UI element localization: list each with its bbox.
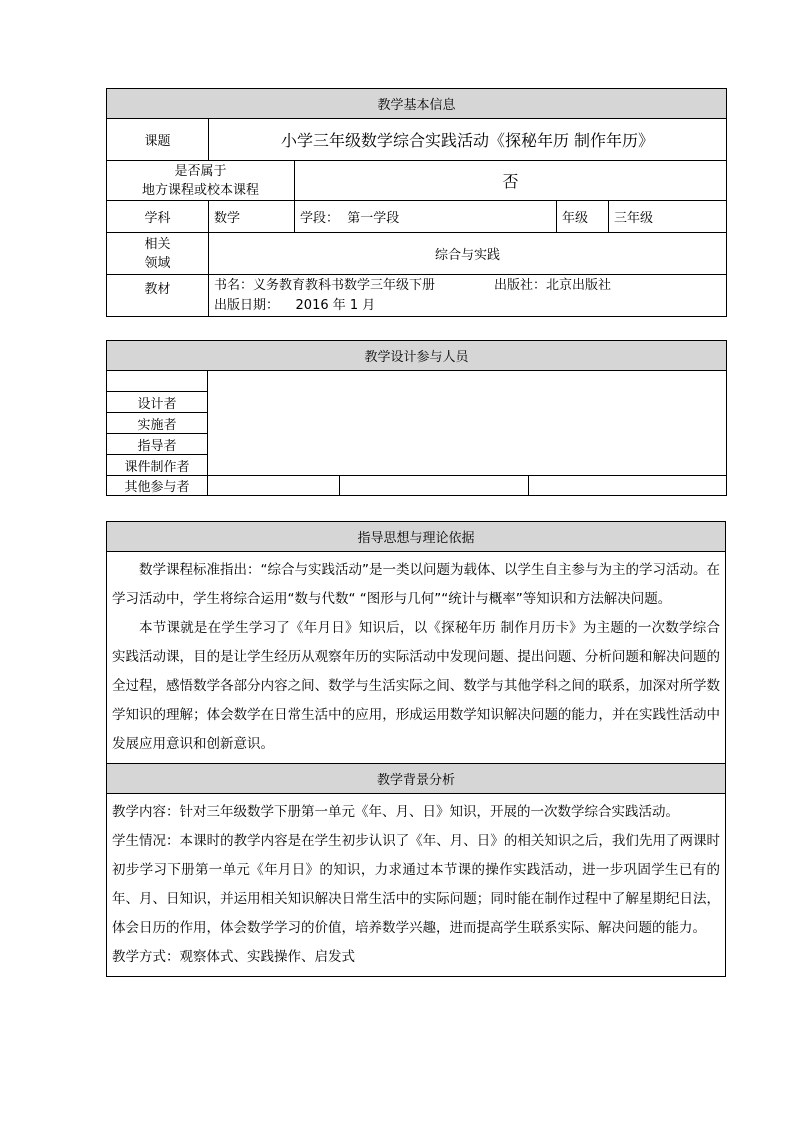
role-other: 其他参与者	[107, 476, 208, 496]
publish-date: 出版日期： 2016 年 1 月	[214, 297, 376, 313]
theory-paragraph-1: 数学课程标准指出：“综合与实践活动”是一类以问题为载体、以学生自主参与为主的学习活动。在学习活动中，学生将综合运用“数与代数“ “图形与几何”“统计与概率”等知识和方法解决问题。	[112, 562, 720, 607]
topic-label: 课题	[107, 119, 209, 161]
field-value: 综合与实践	[209, 233, 727, 275]
local-label-line1: 是否属于	[174, 163, 227, 179]
teaching-methods: 教学方式：观察体式、实践操作、启发式	[112, 949, 355, 965]
basic-info-table	[106, 88, 727, 317]
background-header: 教学背景分析	[107, 764, 726, 794]
subject-value: 数学	[209, 201, 295, 233]
textbook-label: 教材	[107, 275, 209, 317]
theory-header: 指导思想与理论依据	[107, 522, 726, 552]
book-name: 书名：义务教育教科书数学三年级下册	[214, 277, 436, 293]
field-label-line1: 相关	[144, 236, 171, 252]
participants-blank-cell	[107, 371, 208, 392]
publisher: 出版社：北京出版社	[494, 277, 612, 293]
student-situation: 学生情况：本课时的教学内容是在学生初步认识了《年、月、日》的相关知识之后，我们先用了两课时初步学习下册第一单元《年月日》的知识，力求通过本节课的操作实践活动，进一步巩固学生已有的年、月、日知识，并运用相关知识解决日常生活中的实际问题；同时能在制作过程中了解星期纪日法，体会日历的作用，体会数学学习的价值，培养数学兴趣，进而提高学生联系实际、解决问题的能力。	[112, 833, 720, 936]
local-course-label	[107, 161, 295, 201]
local-course-value: 否	[295, 161, 727, 201]
basic-info-header: 教学基本信息	[107, 89, 727, 119]
textbook-info	[209, 275, 727, 317]
field-label-line2: 领域	[144, 255, 171, 271]
theory-content	[107, 552, 726, 764]
role-courseware-maker: 课件制作者	[107, 455, 208, 476]
field-label	[107, 233, 209, 275]
grade-label: 年级	[557, 201, 609, 233]
participants-table	[106, 340, 727, 496]
teaching-content: 教学内容：针对三年级数学下册第一单元《年、月、日》知识，开展的一次数学综合实践活动。	[112, 804, 679, 820]
role-instructor: 指导者	[107, 434, 208, 455]
other-cell-3	[529, 476, 727, 496]
participants-header: 教学设计参与人员	[107, 341, 727, 371]
stage-label: 学段： 第一学段	[295, 201, 557, 233]
participants-content-area	[208, 371, 727, 476]
role-implementer: 实施者	[107, 413, 208, 434]
background-content	[107, 794, 726, 977]
subject-label: 学科	[107, 201, 209, 233]
theory-table	[106, 521, 726, 977]
role-designer: 设计者	[107, 392, 208, 413]
grade-value: 三年级	[609, 201, 727, 233]
other-cell-2	[340, 476, 529, 496]
theory-paragraph-2: 本节课就是在学生学习了《年月日》知识后，以《探秘年历 制作月历卡》为主题的一次数学综合实践活动课，目的是让学生经历从观察年历的实际活动中发现问题、提出问题、分析问题和解决问题的全过程，感悟数学各部分内容之间、数学与生活实际之间、数学与其他学科之间的联系，加深对所学数学知识的理解；体会数学在日常生活中的应用，形成运用数学知识解决问题的能力，并在实践性活动中发展应用意识和创新意识。	[112, 620, 720, 752]
other-cell-1	[208, 476, 340, 496]
topic-value: 小学三年级数学综合实践活动《探秘年历 制作年历》	[209, 119, 727, 161]
local-label-line2: 地方课程或校本课程	[141, 182, 259, 198]
